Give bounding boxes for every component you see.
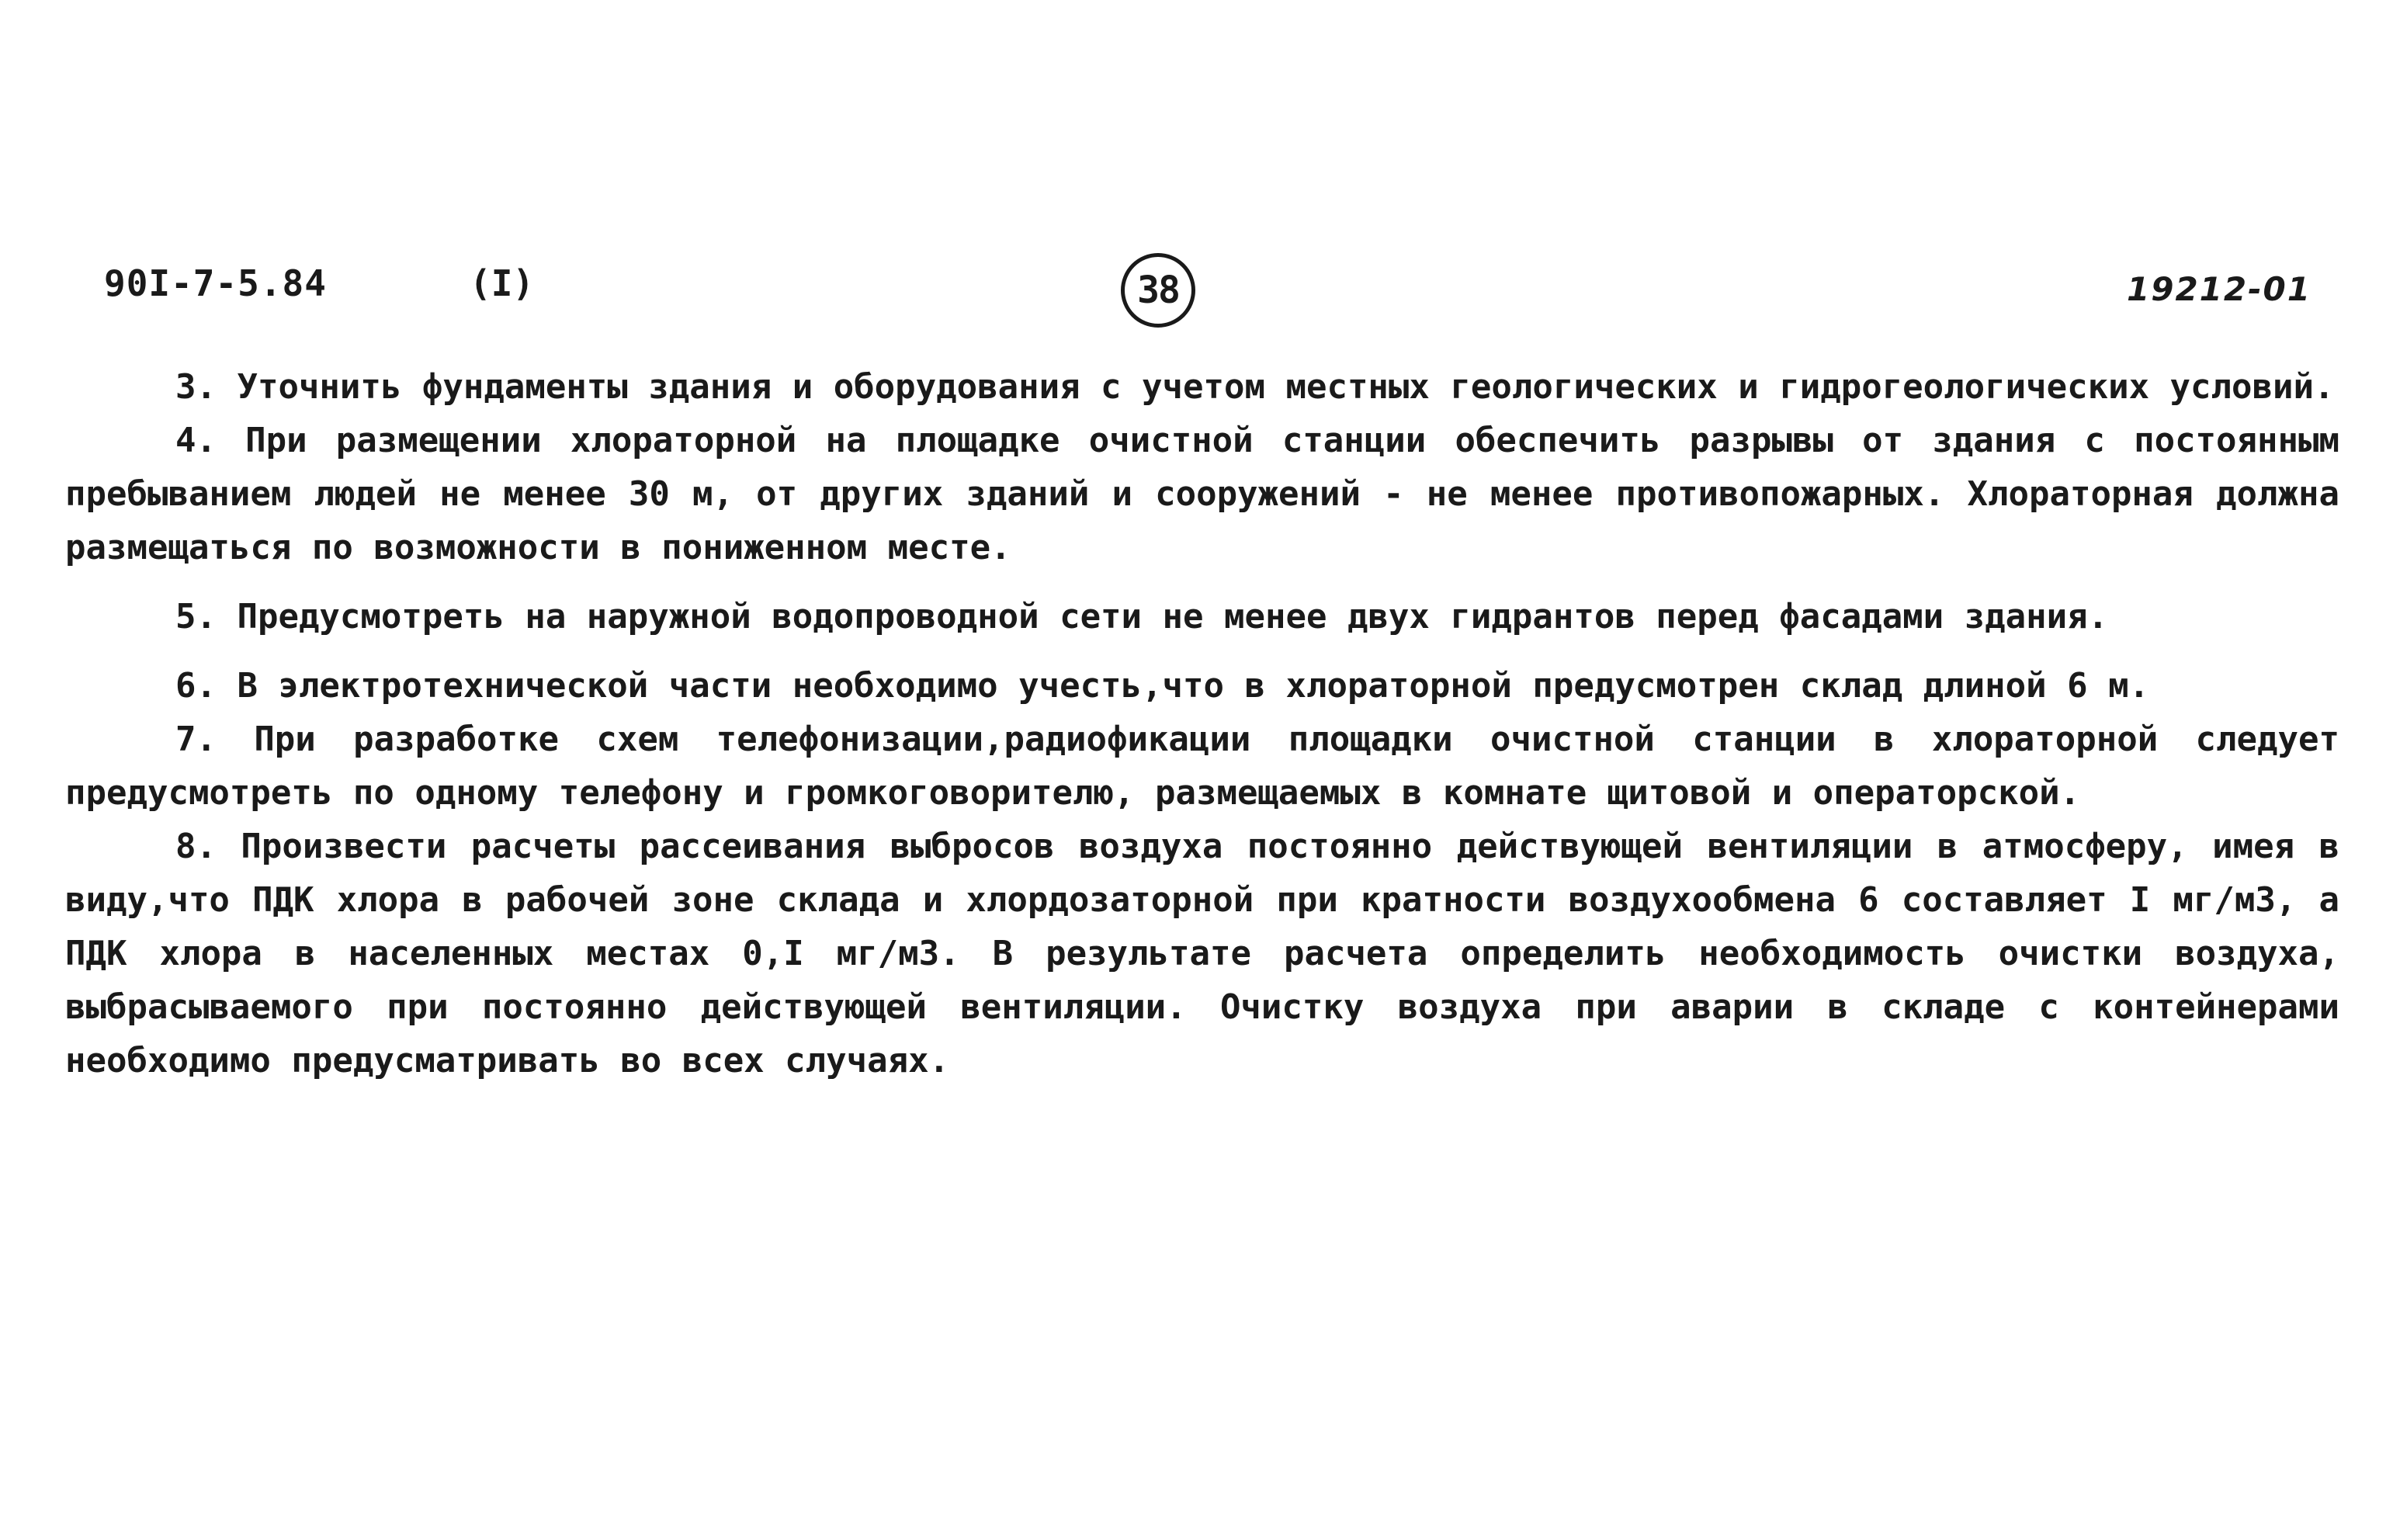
inventory-number: 19212-01 [2127,270,2311,308]
document-body [65,360,2339,1087]
paragraph-3: 3. Уточнить фундаменты здания и оборудования с учетом местных геологических и гидрогеологических условий. [175,367,2335,407]
document-code: 90I-7-5.84 [104,262,327,304]
paragraph-8: 8. Произвести расчеты рассеивания выбросов воздуха постоянно действующей вентиляции в атмосферу, имея в виду,что ПДК хлора в рабочей зоне склада и хлордозаторной при кратности воздухообмена 6 составляет I мг/м3, а ПДК хлора в населенных местах 0,I мг/м3. В результате расчета определить необходимость очистки воздуха, выбрасываемого при постоянно действующей вентиляции. Очистку воздуха при аварии в складе с контейнерами необходимо предусматривать во всех случаях. [65,827,2339,1080]
paragraph-5: 5. Предусмотреть на наружной водопроводной сети не менее двух гидрантов перед фасадами здания. [175,597,2109,636]
paragraph-6: 6. В электротехнической части необходимо учесть,что в хлораторной предусмотрен склад длиной 6 м. [175,666,2150,706]
paragraph-4: 4. При размещении хлораторной на площадке очистной станции обеспечить разрывы от здания с постоянным пребыванием людей не менее 30 м, от других зданий и сооружений - не менее противопожарных. Хлораторная должна размещаться по возможности в пониженном месте. [65,421,2339,567]
page-number-badge [1121,253,1195,328]
paragraph-7: 7. При разработке схем телефонизации,радиофикации площадки очистной станции в хлораторной следует предусмотреть по одному телефону и громкоговорителю, размещаемых в комнате щитовой и операторской. [65,720,2339,813]
page-number: 38 [1137,269,1179,312]
sheet-label: (I) [470,262,535,304]
